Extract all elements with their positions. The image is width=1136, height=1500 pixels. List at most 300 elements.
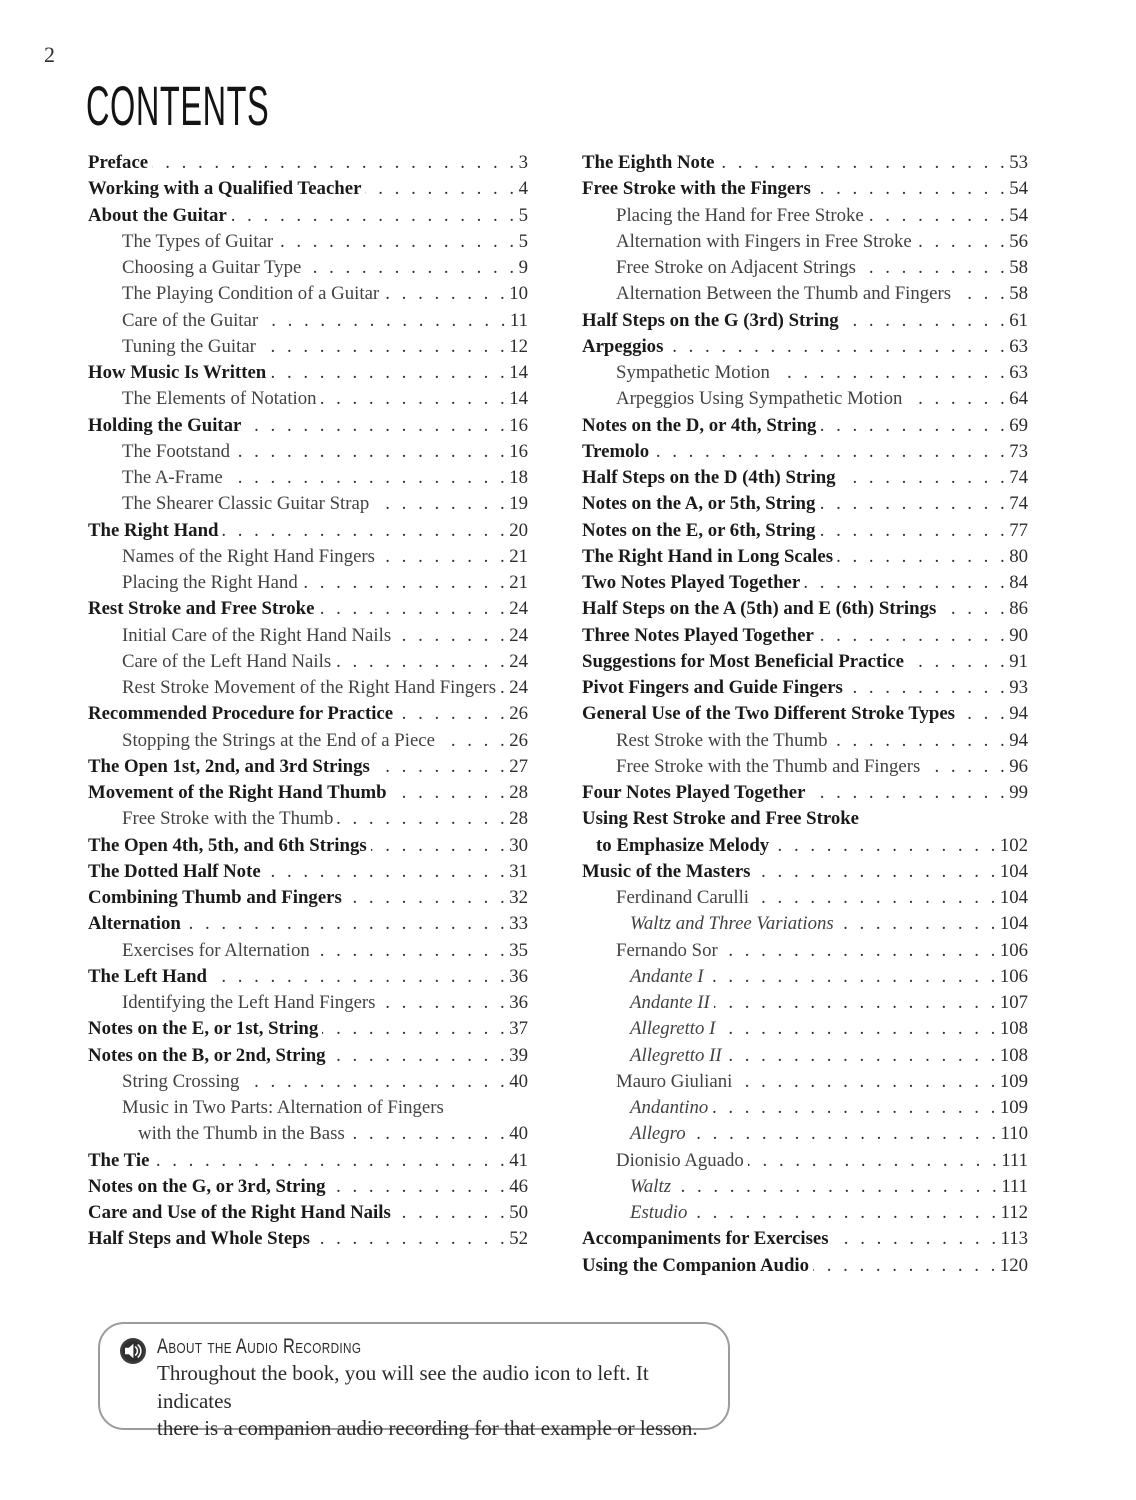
toc-entry	[582, 281, 1028, 307]
toc-entry	[88, 990, 528, 1016]
toc-entry-title: Notes on the B, or 2nd, String	[88, 1044, 326, 1066]
toc-entry-page: 86	[1009, 598, 1028, 620]
dot-leader	[906, 386, 1008, 412]
dot-leader	[365, 176, 517, 202]
toc-entry	[582, 1121, 1028, 1147]
toc-entry	[582, 150, 1028, 176]
toc-entry	[582, 1043, 1028, 1069]
dot-leader	[305, 255, 517, 281]
toc-entry-page: 102	[999, 834, 1028, 856]
toc-entry	[88, 518, 528, 544]
audio-note-heading-text: About the Audio Recording	[157, 1335, 362, 1358]
toc-entry	[582, 885, 1028, 911]
dot-leader	[959, 701, 1008, 727]
toc-entry-title: with the Thumb in the Bass	[138, 1123, 345, 1145]
toc-entry	[88, 570, 528, 596]
toc-entry-title: Four Notes Played Together	[582, 782, 806, 803]
toc-entry-page: 108	[999, 1018, 1028, 1040]
dot-leader	[337, 806, 508, 832]
toc-entry	[88, 1121, 528, 1147]
toc-entry	[582, 859, 1028, 885]
toc-entry-page: 104	[999, 860, 1028, 882]
toc-entry	[582, 623, 1028, 649]
dot-leader	[270, 360, 508, 386]
toc-entry-page: 74	[1009, 467, 1028, 488]
toc-column-left	[88, 150, 528, 1279]
toc-entry-page: 28	[509, 782, 528, 803]
toc-entry-title: Music of the Masters	[582, 860, 751, 882]
toc-entry	[582, 1253, 1028, 1279]
toc-entry	[88, 229, 528, 255]
dot-leader	[153, 1148, 508, 1174]
toc-entry-page: 94	[1009, 729, 1028, 751]
toc-entry	[582, 990, 1028, 1016]
toc-entry-page: 36	[509, 992, 528, 1013]
toc-entry-page: 14	[509, 388, 528, 410]
toc-entry-page: 21	[509, 572, 528, 593]
toc-entry-page: 96	[1009, 755, 1028, 777]
toc-entry-title: The Shearer Classic Guitar Strap	[122, 493, 370, 515]
toc-entry-page: 53	[1009, 152, 1028, 173]
toc-entry-title: The Eighth Note	[582, 152, 715, 173]
toc-entry-title: How Music Is Written	[88, 362, 267, 383]
toc-entry	[88, 1069, 528, 1095]
toc-entry	[88, 176, 528, 202]
toc-entry-title: Suggestions for Most Beneficial Practice	[582, 650, 904, 672]
audio-note-body-line2: there is a companion audio recording for that example or lesson.	[157, 1416, 698, 1440]
toc-entry	[582, 780, 1028, 806]
dot-leader	[379, 544, 508, 570]
toc-entry	[88, 1016, 528, 1042]
dot-leader	[753, 885, 999, 911]
table-of-contents	[88, 150, 1028, 1279]
dot-leader	[439, 728, 508, 754]
toc-entry-page: 106	[999, 965, 1028, 987]
toc-entry-page: 99	[1009, 782, 1028, 803]
toc-entry-page: 52	[509, 1228, 528, 1250]
toc-entry-title: Working with a Qualified Teacher	[88, 178, 362, 200]
toc-entry-page: 31	[509, 860, 528, 882]
toc-entry-title: The A-Frame	[122, 467, 223, 488]
toc-entry-title: Names of the Right Hand Fingers	[122, 545, 375, 567]
toc-entry	[88, 1095, 528, 1121]
dot-leader	[813, 1253, 999, 1279]
dot-leader	[838, 911, 999, 937]
toc-entry-page: 120	[999, 1254, 1028, 1276]
toc-entry-title: Placing the Right Hand	[122, 572, 298, 593]
toc-entry	[88, 833, 528, 859]
toc-entry	[88, 859, 528, 885]
toc-entry	[582, 1069, 1028, 1095]
dot-leader	[736, 1069, 999, 1095]
toc-entry-page: 30	[509, 834, 528, 856]
toc-entry-page: 16	[509, 440, 528, 462]
toc-entry-page: 33	[509, 913, 528, 935]
dot-leader	[302, 570, 508, 596]
toc-entry	[582, 413, 1028, 439]
toc-entry-title: Notes on the E, or 6th, String	[582, 519, 816, 541]
toc-entry-title: Notes on the A, or 5th, String	[582, 493, 816, 515]
toc-entry	[88, 360, 528, 386]
toc-entry-title: The Elements of Notation	[122, 388, 317, 410]
toc-entry	[582, 649, 1028, 675]
dot-leader	[395, 1200, 508, 1226]
dot-leader	[262, 308, 509, 334]
toc-entry-page: 110	[1000, 1123, 1028, 1145]
toc-entry	[88, 1174, 528, 1200]
dot-leader	[916, 229, 1008, 255]
dot-leader	[395, 623, 508, 649]
toc-entry	[582, 229, 1028, 255]
toc-entry-title: Care and Use of the Right Hand Nails	[88, 1202, 391, 1223]
toc-entry-page: 80	[1009, 545, 1028, 567]
toc-entry	[88, 465, 528, 491]
toc-entry-title: Free Stroke with the Fingers	[582, 178, 811, 200]
toc-entry-title: Andantino	[630, 1097, 709, 1118]
toc-entry	[582, 176, 1028, 202]
toc-entry	[582, 491, 1028, 517]
toc-entry-title: Tuning the Guitar	[122, 335, 256, 357]
toc-entry-page: 54	[1009, 178, 1028, 200]
toc-entry-title: Free Stroke with the Thumb	[122, 808, 334, 830]
toc-column-right	[582, 150, 1028, 1279]
toc-entry-title: Dionisio Aguado	[616, 1149, 744, 1171]
toc-entry	[88, 806, 528, 832]
toc-entry-title: Half Steps on the G (3rd) String	[582, 309, 839, 331]
toc-entry-title: Rest Stroke and Free Stroke	[88, 598, 315, 620]
toc-entry-title: Alternation with Fingers in Free Stroke	[616, 230, 912, 252]
toc-entry-title: Initial Care of the Right Hand Nails	[122, 624, 392, 646]
toc-entry-title: Identifying the Left Hand Fingers	[122, 992, 376, 1013]
toc-entry-page: 46	[509, 1175, 528, 1197]
toc-entry-page: 32	[509, 887, 528, 908]
toc-entry-page: 54	[1009, 204, 1028, 226]
toc-entry-page: 18	[509, 467, 528, 488]
toc-entry-title: Stopping the Strings at the End of a Piece	[122, 729, 435, 751]
audio-note-content	[157, 1335, 712, 1443]
toc-entry	[582, 255, 1028, 281]
toc-entry-page: 90	[1009, 624, 1028, 646]
toc-entry	[88, 964, 528, 990]
toc-entry-page: 77	[1009, 519, 1028, 541]
dot-leader	[391, 780, 509, 806]
toc-entry-title: Ferdinand Carulli	[616, 887, 750, 908]
toc-entry-title: Half Steps on the A (5th) and E (6th) Strings	[582, 598, 937, 620]
toc-entry-title: The Types of Guitar	[122, 230, 274, 252]
toc-entry-title: String Crossing	[122, 1070, 240, 1092]
audio-note-heading	[157, 1335, 712, 1359]
dot-leader	[748, 1148, 1000, 1174]
toc-entry-title: The Open 1st, 2nd, and 3rd Strings	[88, 755, 370, 777]
toc-entry-page: 56	[1009, 230, 1028, 252]
toc-entry-page: 106	[999, 939, 1028, 961]
toc-entry	[582, 334, 1028, 360]
toc-entry	[88, 334, 528, 360]
toc-entry-page: 41	[509, 1149, 528, 1171]
toc-entry-page: 12	[509, 335, 528, 357]
dot-leader	[260, 334, 508, 360]
toc-entry	[88, 596, 528, 622]
toc-entry-title: The Playing Condition of a Guitar	[122, 283, 380, 305]
toc-entry	[88, 728, 528, 754]
toc-entry-title: Tremolo	[582, 440, 650, 462]
toc-entry-page: 104	[999, 913, 1028, 935]
toc-entry-page: 58	[1009, 283, 1028, 305]
toc-entry	[582, 1148, 1028, 1174]
toc-entry-page: 28	[509, 808, 528, 830]
dot-leader	[831, 728, 1008, 754]
toc-entry	[582, 964, 1028, 990]
toc-entry	[88, 491, 528, 517]
toc-entry	[88, 1148, 528, 1174]
toc-entry-title: Half Steps on the D (4th) String	[582, 467, 836, 488]
toc-entry	[88, 413, 528, 439]
toc-entry-title: Allegro	[630, 1123, 686, 1145]
audio-note-box	[98, 1322, 730, 1440]
toc-entry-title: Using Rest Stroke and Free Stroke	[582, 808, 860, 830]
toc-entry-page: 27	[509, 755, 528, 777]
dot-leader	[321, 386, 509, 412]
dot-leader	[277, 229, 517, 255]
toc-entry-title: Andante II	[630, 992, 710, 1013]
dot-leader	[265, 859, 509, 885]
toc-entry-title: Music in Two Parts: Alternation of Fingers	[122, 1097, 444, 1118]
dot-leader	[330, 1043, 509, 1069]
dot-leader	[227, 465, 509, 491]
toc-entry	[88, 203, 528, 229]
toc-entry-title: Alternation	[88, 913, 181, 935]
toc-entry-title: Care of the Left Hand Nails	[122, 650, 332, 672]
toc-entry	[88, 623, 528, 649]
toc-entry-page: 111	[1001, 1175, 1028, 1197]
toc-entry	[88, 308, 528, 334]
dot-leader	[349, 1121, 508, 1147]
toc-entry-page: 61	[1009, 309, 1028, 331]
toc-entry-page: 74	[1009, 493, 1028, 515]
dot-leader	[691, 1200, 999, 1226]
dot-leader	[868, 203, 1008, 229]
toc-entry-title: Allegretto II	[630, 1044, 722, 1066]
toc-entry-title: Combining Thumb and Fingers	[88, 887, 342, 908]
dot-leader	[152, 150, 517, 176]
toc-entry-page: 93	[1009, 677, 1028, 698]
toc-entry	[582, 570, 1028, 596]
toc-entry-title: Fernando Sor	[616, 939, 718, 961]
toc-entry	[88, 938, 528, 964]
toc-entry	[88, 649, 528, 675]
toc-entry-title: Pivot Fingers and Guide Fingers	[582, 677, 843, 698]
toc-entry-title: Estudio	[630, 1202, 688, 1223]
toc-entry-page: 20	[509, 519, 528, 541]
page-title	[86, 74, 402, 137]
dot-leader	[714, 990, 999, 1016]
toc-entry-title: Arpeggios	[582, 335, 664, 357]
toc-entry	[88, 281, 528, 307]
toc-entry	[88, 1200, 528, 1226]
dot-leader	[719, 1016, 998, 1042]
dot-leader	[726, 1043, 999, 1069]
toc-entry-page: 104	[999, 887, 1028, 908]
toc-entry	[582, 1016, 1028, 1042]
toc-entry	[582, 386, 1028, 412]
toc-entry-page: 24	[509, 677, 528, 698]
toc-entry-title: Using the Companion Audio	[582, 1254, 810, 1276]
dot-leader	[667, 334, 1008, 360]
toc-entry-page: 14	[509, 362, 528, 383]
dot-leader	[843, 308, 1009, 334]
toc-entry-title: The Open 4th, 5th, and 6th Strings	[88, 834, 367, 856]
toc-entry	[88, 544, 528, 570]
dot-leader	[773, 833, 999, 859]
toc-entry	[88, 150, 528, 176]
toc-entry-page: 35	[509, 939, 528, 961]
toc-entry-page: 109	[999, 1070, 1028, 1092]
speaker-icon	[119, 1337, 147, 1365]
toc-entry-page: 10	[509, 283, 528, 305]
dot-leader	[833, 1226, 1000, 1252]
toc-entry-title: Allegretto I	[630, 1018, 716, 1040]
toc-entry-title: Two Notes Played Together	[582, 572, 801, 593]
dot-leader	[231, 203, 518, 229]
dot-leader	[234, 439, 508, 465]
toc-entry	[582, 806, 1028, 832]
toc-entry	[582, 833, 1028, 859]
toc-entry	[88, 1226, 528, 1252]
toc-entry-title: Exercises for Alternation	[122, 939, 310, 961]
toc-entry-title: The Right Hand in Long Scales	[582, 545, 833, 567]
toc-entry-page: 40	[509, 1123, 528, 1145]
toc-entry	[88, 911, 528, 937]
toc-entry	[582, 360, 1028, 386]
dot-leader	[924, 754, 1008, 780]
dot-leader	[860, 255, 1008, 281]
toc-entry-page: 94	[1009, 703, 1028, 725]
toc-entry-title: Waltz	[630, 1175, 672, 1197]
audio-note-body-line1: Throughout the book, you will see the audio icon to left. It indicates	[157, 1361, 649, 1413]
dot-leader	[243, 1069, 508, 1095]
toc-entry-page: 107	[999, 992, 1028, 1013]
dot-leader	[318, 596, 508, 622]
dot-leader	[675, 1174, 1000, 1200]
toc-entry-page: 73	[1009, 440, 1028, 462]
toc-entry	[582, 518, 1028, 544]
toc-entry-page: 37	[509, 1018, 528, 1040]
toc-entry	[88, 255, 528, 281]
toc-entry-page: 26	[509, 703, 528, 725]
dot-leader	[374, 754, 508, 780]
toc-entry-page: 9	[518, 257, 528, 278]
toc-entry-title: Preface	[88, 152, 149, 173]
dot-leader	[653, 439, 1008, 465]
toc-entry	[88, 675, 528, 701]
toc-entry	[582, 938, 1028, 964]
toc-entry-page: 19	[509, 493, 528, 515]
dot-leader	[314, 1226, 508, 1252]
toc-entry-title: Three Notes Played Together	[582, 624, 814, 646]
toc-entry-title: Waltz and Three Variations	[630, 913, 834, 935]
toc-entry-page: 64	[1009, 388, 1028, 410]
toc-entry-page: 58	[1009, 257, 1028, 278]
dot-leader	[908, 649, 1008, 675]
toc-entry-title: About the Guitar	[88, 204, 227, 226]
toc-entry-page: 11	[509, 309, 528, 331]
toc-entry-page: 69	[1009, 414, 1028, 436]
toc-entry-title: Arpeggios Using Sympathetic Motion	[616, 388, 903, 410]
dot-leader	[955, 281, 1008, 307]
toc-entry	[88, 386, 528, 412]
toc-entry-title: General Use of the Two Different Stroke Types	[582, 703, 955, 725]
toc-entry	[582, 1226, 1028, 1252]
toc-entry-page: 113	[1000, 1228, 1028, 1250]
toc-entry-page: 63	[1009, 362, 1028, 383]
toc-entry-title: Choosing a Guitar Type	[122, 257, 302, 278]
dot-leader	[712, 1095, 999, 1121]
toc-entry-title: Care of the Guitar	[122, 309, 259, 331]
toc-entry-page: 40	[509, 1070, 528, 1092]
toc-entry-title: Accompaniments for Exercises	[582, 1228, 829, 1250]
toc-entry	[582, 675, 1028, 701]
toc-entry-title: Mauro Giuliani	[616, 1070, 733, 1092]
toc-entry-page: 24	[509, 650, 528, 672]
toc-entry-page: 16	[509, 414, 528, 436]
toc-entry-page: 36	[509, 965, 528, 987]
toc-entry-title: Alternation Between the Thumb and Fingers	[616, 283, 952, 305]
dot-leader	[397, 701, 508, 727]
toc-entry	[88, 780, 528, 806]
dot-leader	[346, 885, 508, 911]
toc-entry-page: 112	[1000, 1202, 1028, 1223]
dot-leader	[722, 938, 999, 964]
toc-entry-page: 84	[1009, 572, 1028, 593]
toc-entry-title: Rest Stroke with the Thumb	[616, 729, 828, 751]
toc-entry	[582, 701, 1028, 727]
toc-entry-page: 3	[518, 152, 528, 173]
toc-entry-title: Placing the Hand for Free Stroke	[616, 204, 864, 226]
dot-leader	[373, 491, 508, 517]
toc-entry-page: 108	[999, 1044, 1028, 1066]
dot-leader	[379, 990, 508, 1016]
dot-leader	[185, 911, 508, 937]
toc-entry	[582, 465, 1028, 491]
dot-leader	[335, 649, 508, 675]
toc-entry-title: Notes on the E, or 1st, String	[88, 1018, 319, 1040]
toc-entry	[582, 1200, 1028, 1226]
toc-entry-title: Movement of the Right Hand Thumb	[88, 782, 387, 803]
toc-entry-page: 24	[509, 598, 528, 620]
toc-entry	[582, 754, 1028, 780]
toc-entry	[582, 1174, 1028, 1200]
dot-leader	[837, 544, 1008, 570]
toc-entry-page: 63	[1009, 335, 1028, 357]
toc-entry	[88, 885, 528, 911]
toc-entry-title: Notes on the G, or 3rd, String	[88, 1175, 326, 1197]
dot-leader	[847, 675, 1008, 701]
toc-entry-title: Andante I	[630, 965, 704, 987]
toc-entry-page: 111	[1001, 1149, 1028, 1171]
toc-entry-title: Free Stroke on Adjacent Strings	[616, 257, 856, 278]
toc-entry	[582, 911, 1028, 937]
dot-leader	[820, 413, 1008, 439]
dot-leader	[774, 360, 1008, 386]
toc-entry-page: 109	[999, 1097, 1028, 1118]
toc-entry-title: Holding the Guitar	[88, 414, 242, 436]
dot-leader	[708, 964, 999, 990]
toc-entry-page: 5	[518, 230, 528, 252]
dot-leader	[222, 518, 508, 544]
toc-entry-title: Half Steps and Whole Steps	[88, 1228, 310, 1250]
toc-entry-title: Recommended Procedure for Practice	[88, 703, 394, 725]
dot-leader	[815, 176, 1008, 202]
